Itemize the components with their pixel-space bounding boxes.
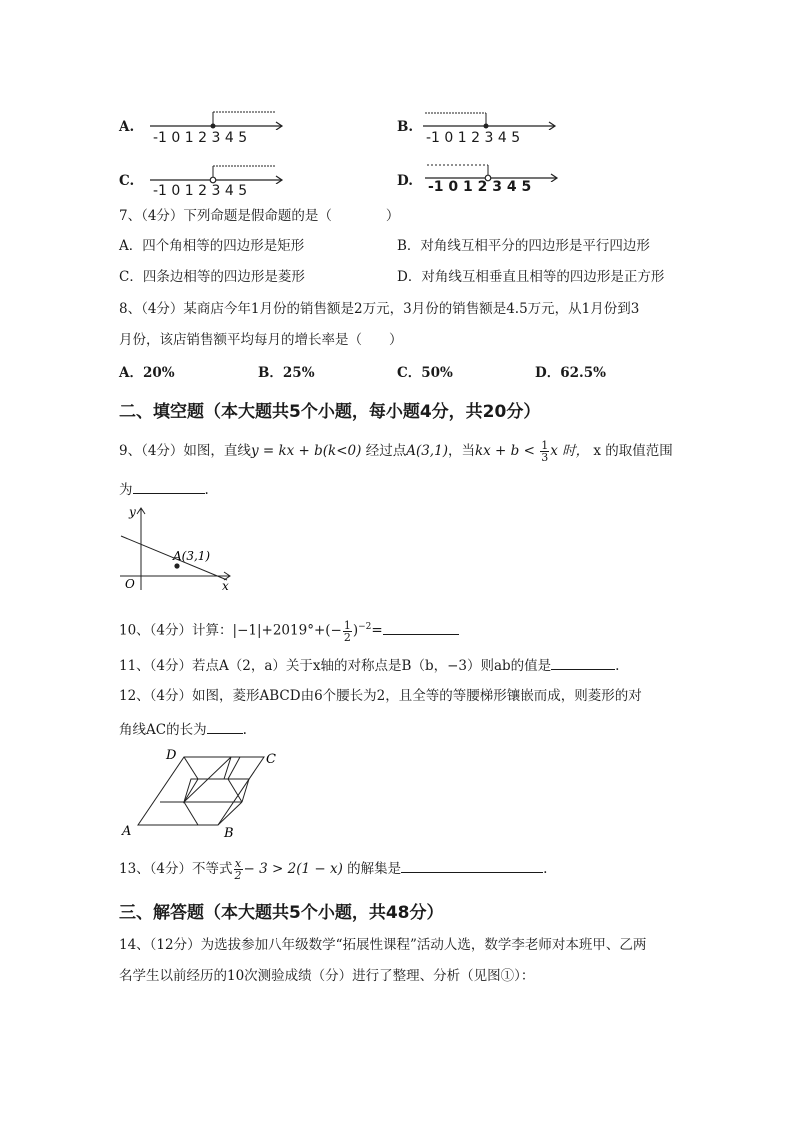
option-letter: A.	[119, 119, 135, 135]
choice-b[interactable]: B．25%	[258, 365, 315, 381]
choice-c[interactable]: C．50%	[397, 365, 453, 381]
question-11: 11、（4分）若点A（2，a）关于x轴的对称点是B（b，−3）则ab的值是 .	[119, 655, 619, 675]
answer-blank[interactable]	[551, 655, 615, 670]
question-10: 10、（4分）计算：|−1|+2019°+(− $\frac{1}{2}$ )$^{-2}$=	[119, 618, 459, 643]
tick-labels: -1 0 1 2 3 4 5	[428, 179, 532, 195]
stem-mid: 经过点	[365, 443, 407, 459]
choice-d[interactable]: D．对角线互相垂直且相等的四边形是正方形	[397, 269, 665, 285]
inequality-expr: − 3 > 2(1 − x)	[243, 861, 343, 877]
question-stem-line2: 为 .	[119, 479, 209, 499]
question-stem-line1: 8、（4分）某商店今年1月份的销售额是2万元，3月份的销售额是4.5万元，从1月份到3	[119, 301, 640, 317]
question-stem-line1: 14、（12分）为选拔参加八年级数学“拓展性课程”活动人选，数学李老师对本班甲、乙两	[119, 937, 647, 953]
answer-blank[interactable]	[383, 620, 459, 635]
question-stem: 11、（4分）若点A（2，a）关于x轴的对称点是B（b，−3）则ab的值是	[119, 658, 552, 674]
question-stem: 7、（4分）下列命题是假命题的是（ ）	[119, 208, 400, 224]
section-title-fill-blank: 二、填空题（本大题共5个小题，每小题4分，共20分）	[119, 402, 541, 422]
question-stem-line2: 名学生以前经历的10次测验成绩（分）进行了整理、分析（见图①）：	[119, 968, 535, 984]
stem-prefix: 10、（4分）计算：	[119, 622, 233, 639]
axis-x-label: x	[222, 579, 229, 593]
vertex-c-label: C	[266, 752, 276, 767]
choice-c[interactable]: C．四条边相等的四边形是菱形	[119, 269, 305, 285]
tick-labels: -1 0 1 2 3 4 5	[153, 183, 248, 199]
section-title-solve: 三、解答题（本大题共5个小题，共48分）	[119, 903, 444, 923]
tick-labels: -1 0 1 2 3 4 5	[153, 130, 248, 146]
number-line-c	[150, 162, 290, 184]
choice-d[interactable]: D．62.5%	[535, 365, 606, 381]
tick-labels: -1 0 1 2 3 4 5	[426, 130, 521, 146]
axis-y-label: y	[129, 505, 136, 519]
vertex-a-label: A	[122, 824, 132, 839]
stem-suffix: 的解集是	[347, 861, 402, 877]
graph-q9	[115, 502, 240, 594]
number-line-b	[423, 108, 563, 130]
option-letter: B.	[397, 119, 414, 135]
option-letter: C.	[119, 173, 135, 189]
fraction: $\frac{1}{2}$	[343, 618, 351, 644]
stem-cond-prefix: ，当	[447, 443, 475, 459]
choice-b[interactable]: B．对角线互相平分的四边形是平行四边形	[397, 238, 650, 254]
stem-tail: x 的取值范围	[593, 443, 673, 459]
condition-suffix: x 时，	[550, 443, 590, 459]
answer-blank[interactable]	[401, 858, 543, 873]
question-stem-line2: 月份，该店销售额平均每月的增长率是（ ）	[119, 332, 403, 348]
point-label: A(3,1)	[406, 443, 448, 459]
fraction: $\frac{1}{3}$	[541, 439, 549, 464]
expression: |−1|+2019°+(−	[232, 622, 342, 639]
line-equation: y = kx + b(k<0)	[250, 443, 362, 459]
exponent: −2	[358, 622, 372, 632]
question-13: 13、（4分）不等式 $\frac{x}{2}$ − 3 > 2(1 − x) 的解集是 .	[119, 857, 548, 882]
choice-a[interactable]: A．四个角相等的四边形是矩形	[119, 238, 305, 254]
point-a-label: A(3,1)	[173, 549, 211, 563]
question-stem-line1: 12、（4分）如图，菱形ABCD由6个腰长为2，且全等的等腰梯形镶嵌而成，则菱形的对	[119, 688, 642, 704]
vertex-b-label: B	[224, 826, 234, 840]
vertex-d-label: D	[166, 748, 177, 763]
stem-prefix: 13、（4分）不等式	[119, 861, 233, 877]
choice-a[interactable]: A．20%	[119, 365, 175, 381]
option-letter: D.	[397, 173, 413, 189]
question-stem-line1	[119, 440, 673, 463]
fraction: $\frac{x}{2}$	[234, 857, 242, 882]
answer-blank[interactable]	[207, 719, 243, 734]
condition-expr: kx + b <	[474, 443, 535, 459]
stem-prefix: 9、（4分）如图，直线	[119, 443, 251, 459]
origin-label: O	[125, 577, 135, 591]
rhombus-figure	[120, 745, 290, 840]
number-line-a	[150, 108, 290, 130]
question-stem-line2: 角线AC的长为 .	[119, 719, 247, 739]
answer-blank[interactable]	[133, 479, 205, 494]
